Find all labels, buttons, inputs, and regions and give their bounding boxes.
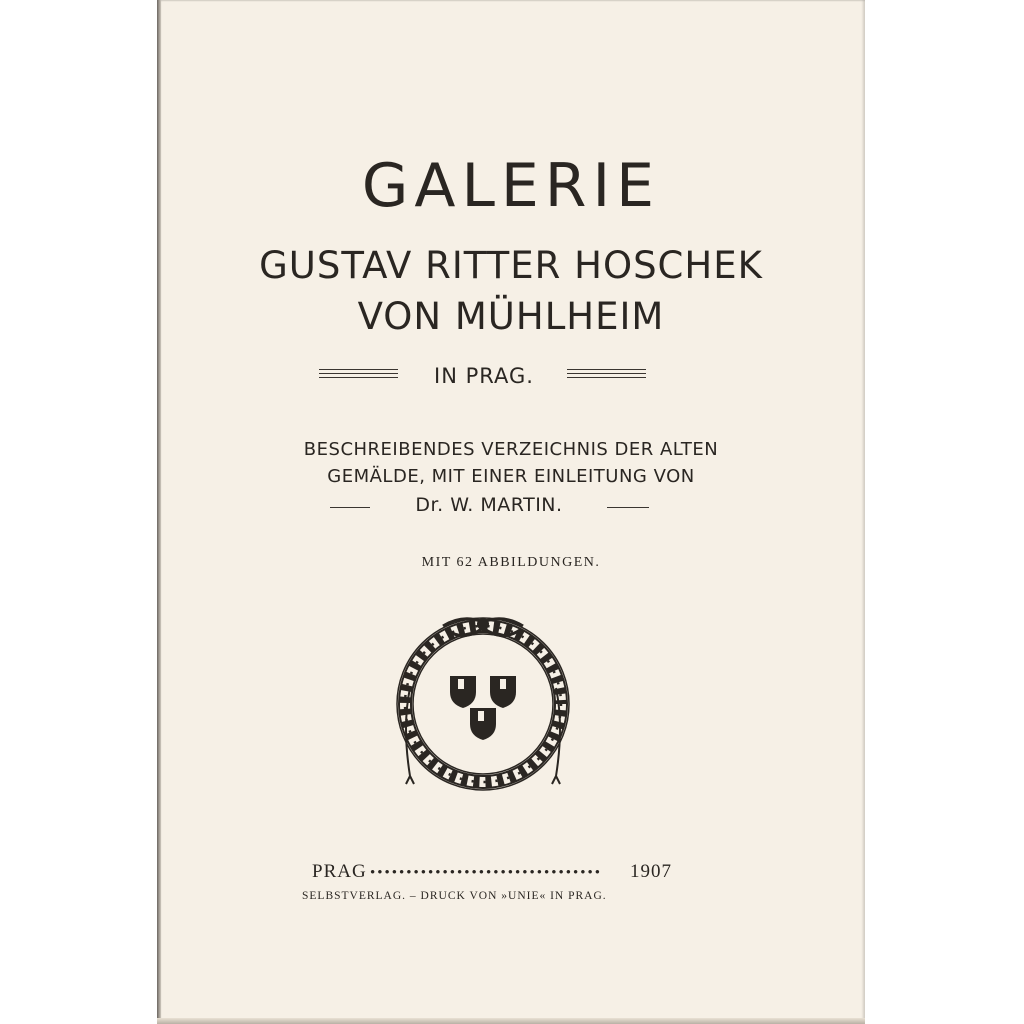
collector-name-continued: VON MÜHLHEIM <box>357 295 665 338</box>
imprint-place: PRAG <box>312 861 367 882</box>
ornamental-rule-left <box>319 369 398 381</box>
book-spine-edge <box>157 0 161 1024</box>
wreath-with-three-shields-icon <box>388 606 578 802</box>
ornamental-rule-right <box>567 369 646 381</box>
author-rule-left <box>330 507 370 508</box>
illustrations-note: MIT 62 ABBILDUNGEN. <box>421 555 601 570</box>
location-row <box>157 364 865 392</box>
description-line-1: BESCHREIBENDES VERZEICHNIS DER ALTEN <box>303 439 719 460</box>
title-page <box>157 0 865 1024</box>
imprint-year: 1907 <box>630 861 672 882</box>
author-row <box>157 494 865 520</box>
page-bottom-edge <box>157 1018 865 1024</box>
page-title: GALERIE <box>361 151 661 221</box>
collector-name: GUSTAV RITTER HOSCHEK <box>259 244 763 287</box>
author-rule-right <box>607 507 649 508</box>
imprint-leader-dots: •••••••••••••••••••••••••••••••• <box>370 865 603 881</box>
publisher-imprint: SELBSTVERLAG. – DRUCK VON »UNIE« IN PRAG. <box>302 890 607 902</box>
author-name: Dr. W. MARTIN. <box>415 494 563 516</box>
location-label: IN PRAG. <box>434 364 534 388</box>
description-line-2: GEMÄLDE, MIT EINER EINLEITUNG VON <box>327 466 695 487</box>
imprint-row <box>312 861 712 885</box>
